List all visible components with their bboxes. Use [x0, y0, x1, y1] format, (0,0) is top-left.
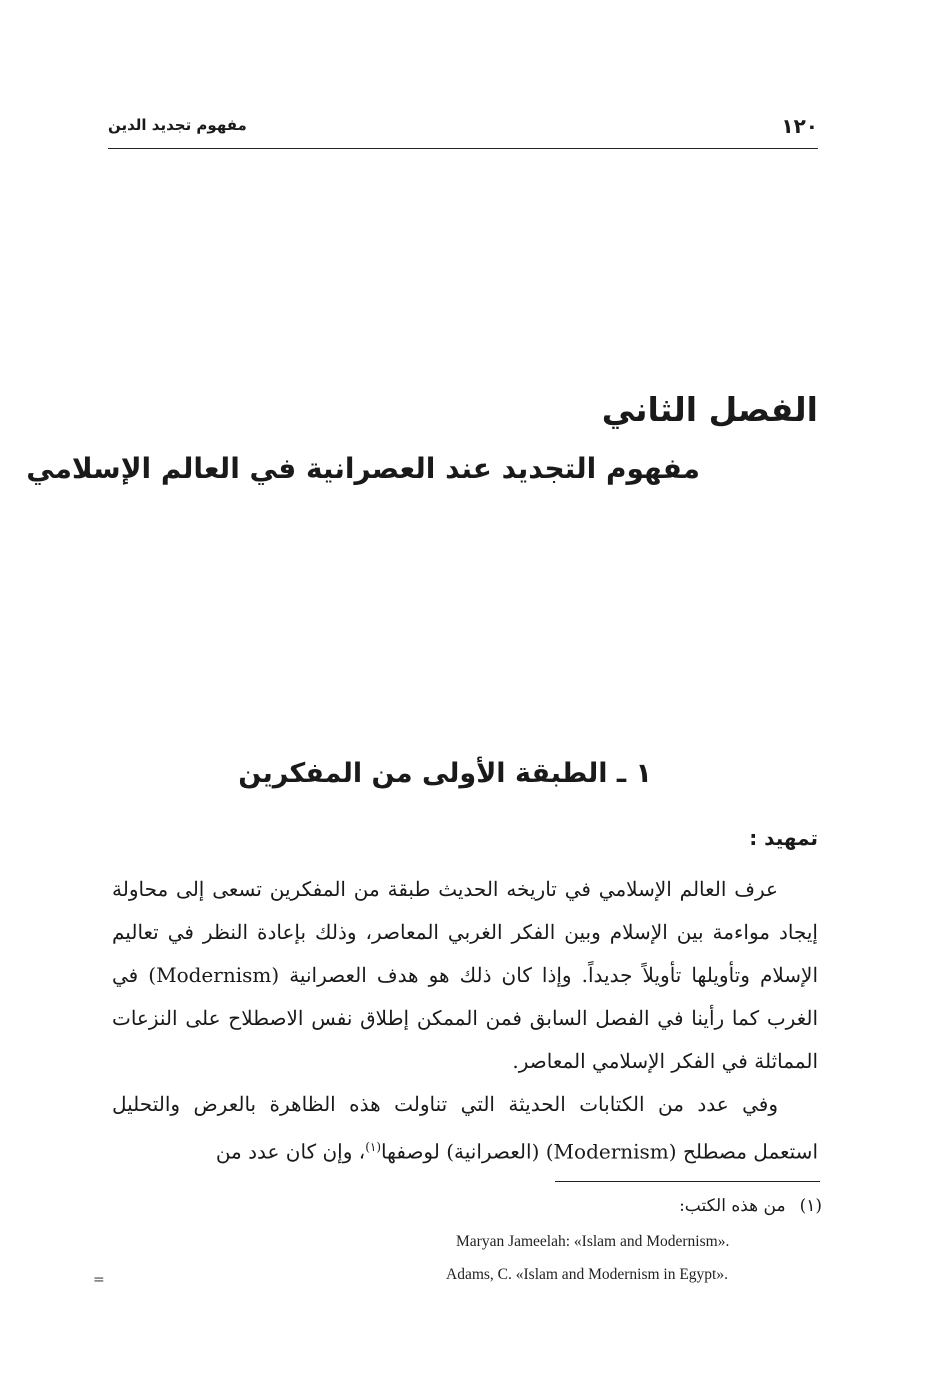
footnote-divider — [555, 1181, 820, 1182]
footnote-reference-1: Maryan Jameelah: «Islam and Modernism». — [456, 1233, 730, 1250]
paragraph-1: عرف العالم الإسلامي في تاريخه الحديث طبقة من المفكرين تسعى إلى محاولة إيجاد مواءمة بين الإسلام وبين الفكر الغربي المعاصر، وذلك بإعادة النظر في تعاليم الإسلام وتأويلها تأويلاً جديداً. وإذا كان ذلك هو هدف العصرانية (Modernism) في الغرب كما رأينا في الفصل السابق فمن الممكن إطلاق نفس الاصطلاح على النزعات المماثلة في الفكر الإسلامي المعاصر. — [112, 877, 819, 1073]
paragraph-2 — [112, 1083, 818, 1174]
page-header — [108, 112, 818, 149]
footnote-number: (١) — [799, 1196, 822, 1216]
running-title: مفهوم تجديد الدين — [108, 116, 247, 134]
body-text — [112, 868, 818, 1174]
chapter-label: الفصل الثاني — [601, 390, 818, 429]
intro-label: تمهيد : — [749, 826, 818, 850]
margin-mark: = — [93, 1272, 105, 1288]
footnote-intro — [679, 1196, 822, 1216]
footnote-reference: (١) — [365, 1140, 382, 1154]
page-number: ١٢٠ — [781, 114, 818, 138]
footnote-intro-text: من هذه الكتب: — [679, 1196, 786, 1216]
section-heading: ١ ـ الطبقة الأولى من المفكرين — [238, 758, 652, 789]
paragraph-2-part-1: وفي عدد من الكتابات الحديثة التي تناولت هذه الظاهرة بالعرض والتحليل استعمل مصطلح (Modernism) (العصرانية) لوصفها — [112, 1092, 818, 1164]
chapter-title: مفهوم التجديد عند العصرانية في العالم الإسلامي — [26, 452, 700, 485]
paragraph-2-part-2: ، وإن كان عدد من — [215, 1139, 366, 1164]
footnote-reference-2: Adams, C. «Islam and Modernism in Egypt». — [446, 1266, 728, 1283]
